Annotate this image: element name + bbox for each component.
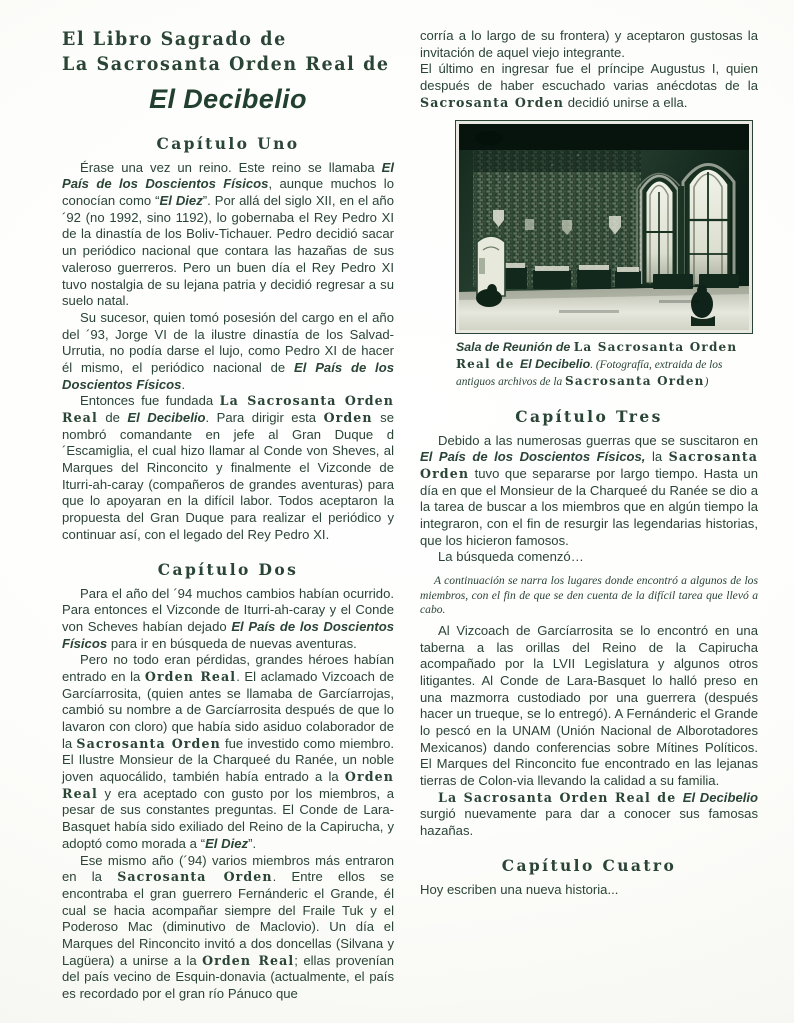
- text-run: fue investido como miembro. El Ilustre Monsieur de la Charqueé du Ranée, un noble joven aquocálido, también había entrado a la: [62, 735, 394, 785]
- emphasis-decibelio: El Decibelio: [127, 410, 206, 425]
- text-run: y era aceptado con gusto por los miembros, a pesar de sus constantes preguntas. El Conde de Lara-Basquet había sido exiliado del Reino de la Capirucha, y adoptó como morada a “: [62, 785, 394, 851]
- chapter-four-heading: Capítulo Cuatro: [501, 855, 677, 875]
- gothic-orden-real: Orden Real: [62, 769, 394, 801]
- photo-graphic: [459, 124, 749, 330]
- chapter-one-paragraph-1: [62, 160, 394, 310]
- chapter-two-heading: Capítulo Dos: [157, 559, 299, 579]
- chapter-three-paragraph-1: [420, 433, 758, 550]
- text-run: .: [181, 376, 186, 392]
- right-column: [420, 28, 758, 1005]
- text-run: ”. Por allá del siglo XII, en el año ´92 (no 1992, sino 1192), lo gobernaba el Rey Pedro XI de la dinastía de los Boliv-Tichauer. Pedro decidió sacar un periódico nacional que contara las hazañas de sus valeroso guerreros. Pero un buen día el Rey Pedro XI tuvo nostalgia de su lejana patria y decidió regresar a su suelo natal.: [62, 193, 394, 309]
- text-run: Entonces fue fundada: [80, 393, 220, 409]
- document-title: [62, 28, 394, 115]
- gothic-sacrosanta-orden: Sacrosanta Orden: [117, 869, 273, 885]
- emphasis-country: El País de los Doscientos Físicos: [62, 618, 394, 651]
- caption-decibelio: El Decibelio: [519, 357, 591, 372]
- text-run: decidió unirse a ella.: [564, 94, 688, 110]
- text-run: . Entre ellos se encontraba el gran guerrero Fernánderic el Grande, él cual se hacia acompañar siempre del Fraile Tuk y el Poderoso Mac (diminutivo de Maclovio). Un día el Marques del Rinconcito invitó a dos doncellas (Silvana y Lagüera) a unirse a la: [62, 869, 394, 968]
- chapter-two-paragraph-2: [62, 652, 394, 852]
- title-line-1: El Libro Sagrado de: [62, 29, 287, 51]
- emphasis-el-diez: El Diez: [159, 193, 203, 209]
- chapter-two-paragraph-1: [62, 586, 394, 653]
- text-run: ; ellas provenían del país vecino de Esquin-donavia (actualmente, el país es recordado por el gran río Pánuco que: [62, 952, 394, 1001]
- continuation-paragraph-2: [420, 61, 758, 111]
- emphasis-el-diez: El Diez: [205, 835, 249, 851]
- meeting-hall-photograph: [456, 121, 752, 333]
- caption-gothic-sacrosanta: Sacrosanta Orden: [565, 374, 705, 389]
- text-run: Debido a las numerosas guerras que se suscitaron en: [438, 432, 758, 448]
- emphasis-country: El País de los Doscientos Físicos: [62, 359, 394, 392]
- gothic-orden-real: Orden Real: [202, 952, 295, 968]
- title-main: El Decibelio: [149, 83, 307, 114]
- photograph-figure: [456, 121, 752, 333]
- chapter-three-editorial-note: A continuación se narra los lugares donde encontró a algunos de los miembros, con el fin de que se den cuenta de la difícil tarea que llevó a cabo.: [420, 574, 758, 617]
- photo-caption: [456, 339, 756, 390]
- text-run: la: [645, 449, 669, 465]
- left-column: [62, 28, 394, 1005]
- chapter-two-paragraph-3: [62, 853, 394, 1003]
- chapter-three-paragraph-2: La búsqueda comenzó…: [438, 549, 584, 565]
- chapter-four-paragraph-1: Hoy escriben una nueva historia...: [420, 881, 619, 897]
- text-run: para ir en búsqueda de nuevas aventuras.: [107, 635, 357, 651]
- gothic-order-full-name: La Sacrosanta Orden Real de: [438, 789, 683, 805]
- text-run: se nombró comandante en jefe al Gran Duque d´Escamiglia, el cual hizo llamar al Conde von Sheves, al Marques del Rinconcito y finalmente el Vizconde de Iturri-ah-caray (compañeros de grandes aventuras) para que lo apoyaran en la difícil labor. Todos aceptaron la propuesta del Gran Duque para realizar el periódico y continuar así, con el legado del Rey Pedro XI.: [62, 410, 395, 542]
- text-run: El último en ingresar fue el príncipe Augustus I, quien después de haber escuchado varias anécdotas de la: [420, 61, 758, 94]
- caption-text-run: ): [704, 376, 709, 389]
- chapter-three-heading: Capítulo Tres: [515, 406, 663, 426]
- chapter-three-paragraph-4: [420, 790, 758, 840]
- chapter-one-paragraph-2: [62, 310, 394, 393]
- title-line-2: La Sacrosanta Orden Real de: [62, 54, 390, 76]
- caption-text-run: Sala de Reunión de: [456, 340, 574, 355]
- emphasis-decibelio: El Decibelio: [682, 789, 758, 805]
- text-run: . Para dirigir esta: [205, 410, 324, 425]
- chapter-one-paragraph-3: [62, 393, 394, 543]
- text-run: Para el año del ´94 muchos cambios habían ocurrido. Para entonces el Vizconde de Iturri-ah-caray y el Conde von Scheves habían dejado: [62, 585, 394, 634]
- continuation-paragraph-1: corría a lo largo de su frontera) y aceptaron gustosas la invitación de aquel viejo integrante.: [420, 28, 758, 60]
- gothic-sacrosanta-orden: Sacrosanta Orden: [76, 735, 221, 751]
- text-run: tuvo que separarse por largo tiempo. Hasta un día en que el Monsieur de la Charqueé du Ranée se dio a la tarea de buscar a los miembros que en algún tiempo la integraron, con el fin de resurgir las legendarias historias, que los hicieron famosos.: [420, 465, 758, 548]
- text-run: . El aclamado Vizcoach de Garcíarrosita, (quien antes se llamaba de Garcíarrojas, cambió su nombre a de Garcíarrosita después de que lo lavaron con cloro) que había sido asiduo colaborador de la: [62, 668, 394, 751]
- emphasis-country: El País de los Doscientos Físicos: [62, 159, 394, 192]
- caption-gothic-order: La Sacrosanta Orden: [573, 340, 738, 355]
- text-run: Érase una vez un reino. Este reino se llamaba: [80, 159, 382, 175]
- caption-gothic-real-de: Real de: [456, 357, 520, 372]
- text-run: ”.: [248, 835, 257, 851]
- gothic-order-name: La Sacrosanta Orden Real: [62, 393, 394, 425]
- gothic-orden: Orden: [323, 410, 373, 425]
- text-run: Pero no todo eran pérdidas, grandes héroes habían entrado en la: [62, 652, 394, 684]
- text-run: , aunque muchos lo conocían como “: [62, 176, 395, 209]
- gothic-sacrosanta-orden: Sacrosanta Orden: [420, 449, 759, 481]
- text-run: Su sucesor, quien tomó posesión del cargo en el año del ´93, Jorge VI de la ilustre dinastía de los Salvad-Urrutia, no podía darse el lujo, como Pedro XI de hacer él mismo, el periódico nacional de: [62, 309, 394, 375]
- text-run: de: [97, 410, 128, 425]
- gothic-orden-real: Orden Real: [144, 668, 237, 684]
- chapter-three-paragraph-3: Al Vizcoach de Garcíarrosita se lo encontró en una taberna a las orillas del Reino de la Capirucha acompañado por la LVII Legislatura y algunos otros litigantes. Al Conde de Lara-Basquet lo halló preso en una mazmorra custodiado por una guerrera (después hacer un trueque, se lo entregó). A Fernánderic el Grande lo pescó en la UNAM (Unión Nacional de Alborotadores Mexicanos) dando conferencias sobre Mítines Políticos. El Marques del Rinconcito fue encontrado en las lejanas tierras de Colon-via llevando la calidad a su familia.: [420, 622, 758, 789]
- chapter-one-heading: Capítulo Uno: [156, 133, 300, 153]
- caption-text-run: . (Fotografía, extraida de los antiguos archivos de la: [456, 359, 723, 389]
- text-run: surgió nuevamente para dar a conocer sus famosas hazañas.: [420, 806, 758, 839]
- gothic-sacrosanta-orden: Sacrosanta Orden: [420, 94, 565, 110]
- text-run: Ese mismo año (´94) varios miembros más entraron en la: [62, 852, 394, 885]
- emphasis-country: El País de los Doscientos Físicos,: [420, 449, 646, 465]
